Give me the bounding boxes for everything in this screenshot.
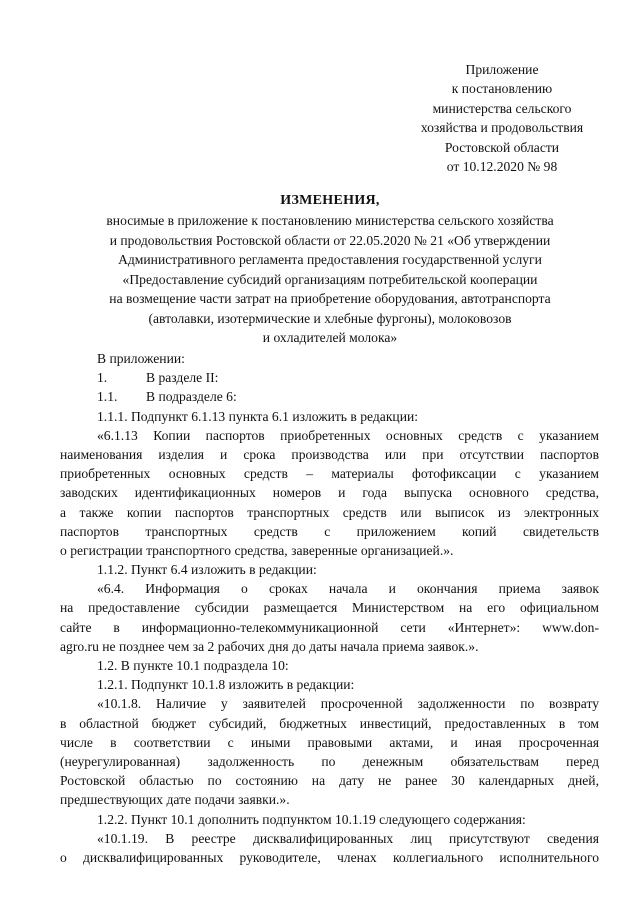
document-body bbox=[60, 349, 599, 867]
item-1-1 bbox=[60, 387, 599, 406]
paragraph-line: числе в соответствии с иными правовыми актами, и иная просроченная bbox=[60, 734, 599, 750]
item-1 bbox=[60, 368, 599, 387]
subtitle-line: «Предоставление субсидий организациям потребительской кооперации bbox=[122, 271, 538, 287]
paragraph-line: (неурегулированная) задолженность по денежным обязательствам перед bbox=[60, 753, 599, 769]
subtitle-line: Административного регламента предоставления государственной услуги bbox=[118, 252, 542, 267]
item-1-2-1: 1.2.1. Подпункт 10.1.8 изложить в редакции: bbox=[97, 677, 355, 693]
item-text: В разделе II: bbox=[146, 370, 219, 386]
subtitle-line: и охладителей молока» bbox=[262, 330, 398, 345]
paragraph-line: о регистрации транспортного средства, заверенные организацией.». bbox=[60, 542, 454, 558]
appendix-line: к постановлению bbox=[451, 81, 553, 97]
paragraph-line: заводских идентификационных номеров и года выпуска основного средства, bbox=[60, 485, 599, 501]
item-1-1-1: 1.1.1. Подпункт 6.1.13 пункта 6.1 изложить в редакции: bbox=[97, 408, 419, 424]
subtitle-line: вносимые в приложение к постановлению министерства сельского хозяйства bbox=[106, 213, 554, 228]
item-1-1-2: 1.1.2. Пункт 6.4 изложить в редакции: bbox=[97, 562, 317, 578]
item-1-2-2: 1.2.2. Пункт 10.1 дополнить подпунктом 10.1.19 следующего содержания: bbox=[97, 811, 526, 827]
appendix-line: министерства сельского bbox=[432, 100, 572, 116]
paragraph-line: на предоставление субсидии размещается Министерством на его официальном bbox=[60, 600, 599, 616]
subtitle-line: и продовольствия Ростовской области от 22.05.2020 № 21 «Об утверждении bbox=[109, 232, 551, 248]
paragraph-line: о дисквалифицированных руководителе, членах коллегиального исполнительного bbox=[60, 849, 599, 865]
paragraph-line: наименования изделия и срока производства или при отсутствии паспортов bbox=[60, 446, 599, 462]
subtitle-line: на возмещение части затрат на приобретение оборудования, автотранспорта bbox=[109, 291, 551, 306]
paragraph-line: «6.1.13 Копии паспортов приобретенных основных средств с указанием bbox=[97, 427, 599, 443]
paragraph-line: «6.4. Информация о сроках начала и окончания приема заявок bbox=[97, 581, 599, 597]
intro-line: В приложении: bbox=[97, 351, 185, 366]
paragraph-line: agro.ru не позднее чем за 2 рабочих дня до даты начала приема заявок.». bbox=[60, 638, 479, 654]
paragraph-line: Ростовской областью по состоянию на дату не ранее 30 календарных дней, bbox=[60, 773, 599, 789]
subtitle-line: (автолавки, изотермические и хлебные фургоны), молоковозов bbox=[148, 310, 512, 326]
item-number: 1. bbox=[97, 370, 108, 386]
paragraph-line: «10.1.19. В реестре дисквалифицированных лиц присутствуют сведения bbox=[97, 830, 599, 846]
appendix-line: Приложение bbox=[465, 62, 539, 77]
appendix-line: хозяйства и продовольствия bbox=[420, 120, 584, 136]
item-number: 1.1. bbox=[97, 389, 118, 405]
paragraph-line: паспортов транспортных средств с приложением копий свидетельств bbox=[60, 523, 599, 539]
paragraph-line: а также копии паспортов транспортных средств или выписок из электронных bbox=[60, 504, 599, 520]
paragraph-line: «10.1.8. Наличие у заявителей просроченной задолженности по возврату bbox=[97, 696, 599, 712]
appendix-line: Ростовской области bbox=[444, 139, 560, 155]
appendix-header bbox=[392, 60, 612, 176]
document-subtitle bbox=[60, 211, 600, 348]
paragraph-line: предшествующих дате подачи заявки.». bbox=[60, 792, 290, 808]
document-title: ИЗМЕНЕНИЯ, bbox=[280, 193, 380, 208]
item-1-2: 1.2. В пункте 10.1 подраздела 10: bbox=[97, 658, 289, 673]
paragraph-line: приобретенных основных средств – материалы фотофиксации с указанием bbox=[60, 466, 599, 482]
paragraph-line: в областной бюджет субсидий, бюджетных инвестиций, предоставленных в том bbox=[60, 715, 599, 731]
paragraph-line: сайте в информационно-телекоммуникационной сети «Интернет»: www.don- bbox=[60, 619, 599, 635]
appendix-line: от 10.12.2020 № 98 bbox=[446, 159, 558, 175]
item-text: В подразделе 6: bbox=[146, 389, 237, 405]
